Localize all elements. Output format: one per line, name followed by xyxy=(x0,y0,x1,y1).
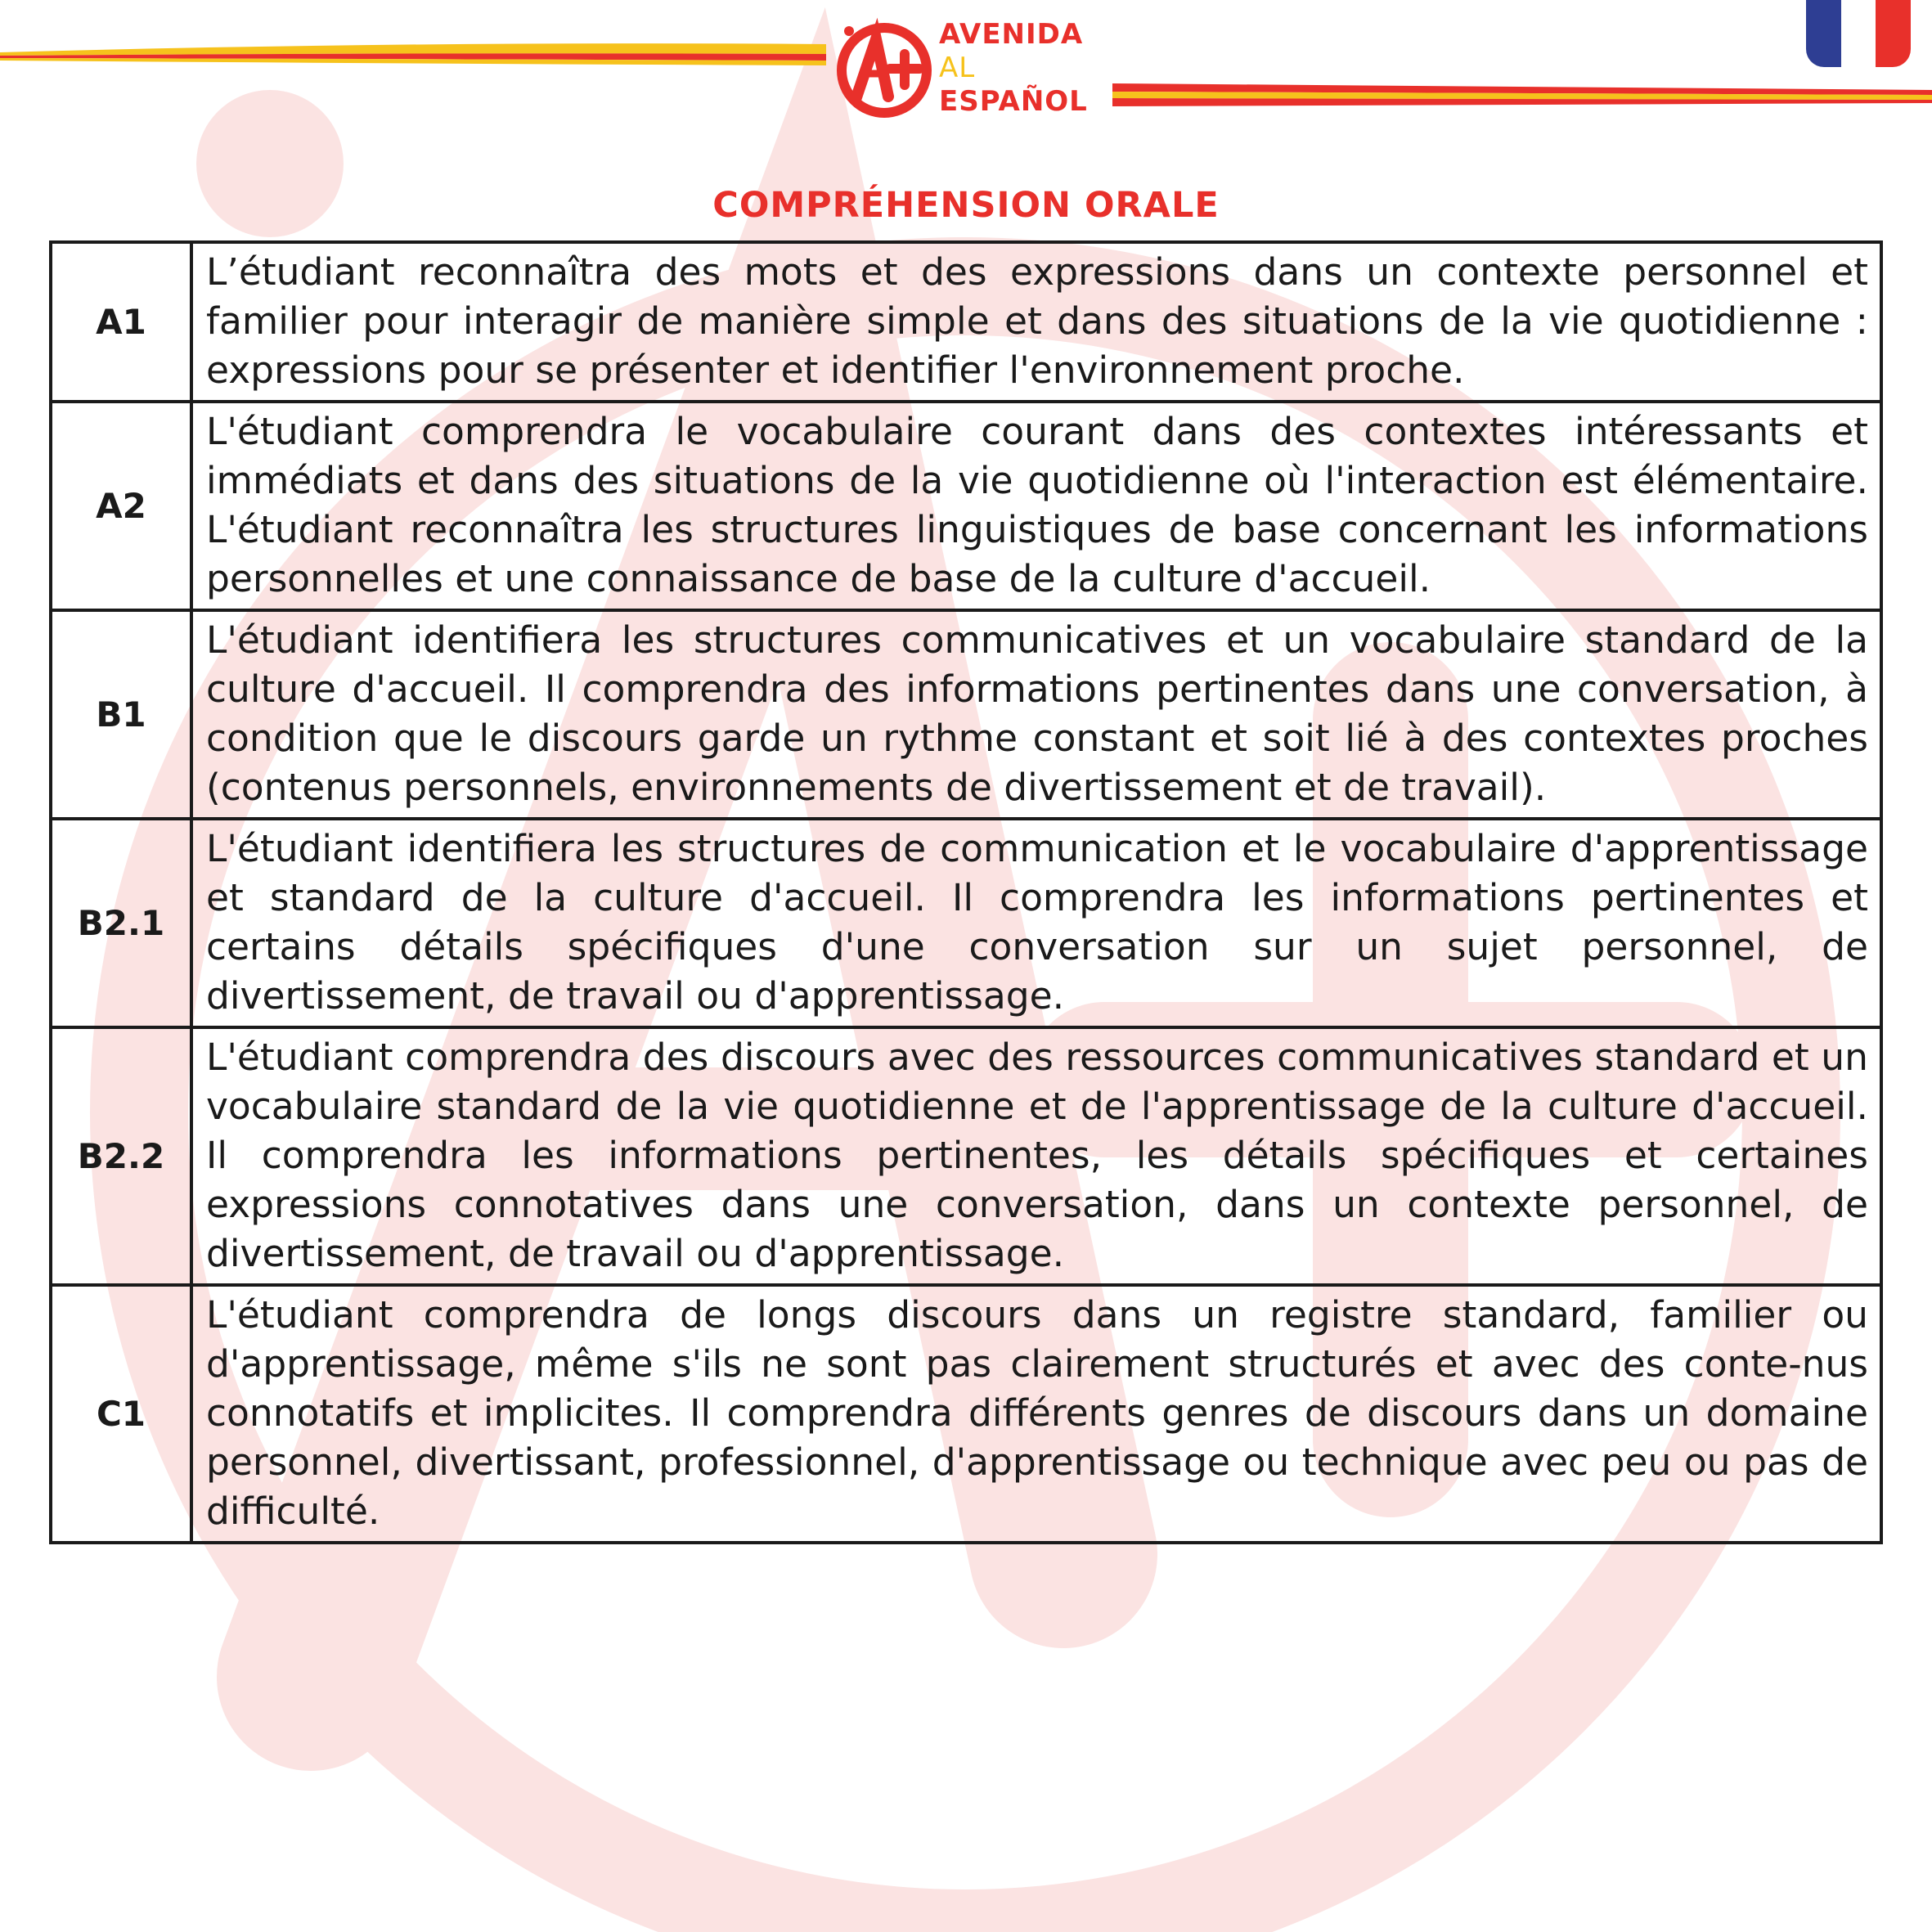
level-description: L'étudiant comprendra de longs discours dans un registre standard, familier ou d'apprentissage, même s'ils ne sont pas clairement structurés et avec des conte-nus connotatifs et implicites. Il comprendra différents genres de discours dans un domaine personnel, divertissant, professionnel, d'apprentissage ou technique avec peu ou pas de difficulté. xyxy=(191,1285,1881,1543)
table-row xyxy=(51,402,1881,610)
level-code: A2 xyxy=(51,402,191,610)
header xyxy=(0,0,1932,139)
french-flag-icon xyxy=(1806,0,1911,67)
table-row xyxy=(51,1027,1881,1285)
level-description: L'étudiant identifiera les structures communicatives et un vocabulaire standard de la culture d'accueil. Il comprendra des informations pertinentes dans une conversation, à condition que le discours garde un rythme constant et soit lié à des contextes proches (contenus personnels, environnements de divertissement et de travail). xyxy=(191,610,1881,819)
brush-stripe-right xyxy=(1112,79,1932,111)
table-row xyxy=(51,1285,1881,1543)
brand-line-3: ESPAÑOL xyxy=(939,85,1088,118)
level-code: B1 xyxy=(51,610,191,819)
level-code: A1 xyxy=(51,242,191,402)
page-title: COMPRÉHENSION ORALE xyxy=(712,185,1220,226)
level-code: C1 xyxy=(51,1285,191,1543)
table-row xyxy=(51,610,1881,819)
avenida-logo-icon xyxy=(831,15,937,121)
table-row xyxy=(51,242,1881,402)
brand-line-2: AL xyxy=(939,52,976,84)
level-description: L'étudiant comprendra le vocabulaire courant dans des contextes intéressants et immédiats et dans des situations de la vie quotidienne où l'interaction est élémentaire. L'étudiant reconnaîtra les structures linguistiques de base concernant les informations personnelles et une connaissance de base de la culture d'accueil. xyxy=(191,402,1881,610)
brand-name xyxy=(939,18,1088,119)
level-description: L’étudiant reconnaîtra des mots et des expressions dans un contexte personnel et familier pour interagir de manière simple et dans des situations de la vie quotidienne : expressions pour se présenter et identifier l'environnement proche. xyxy=(191,242,1881,402)
levels-table xyxy=(49,240,1883,1544)
brush-stripe-left xyxy=(0,36,826,72)
level-code: B2.1 xyxy=(51,819,191,1027)
table-row xyxy=(51,819,1881,1027)
brand-line-1: AVENIDA xyxy=(939,18,1084,51)
level-description: L'étudiant comprendra des discours avec des ressources communicatives standard et un vocabulaire standard de la vie quotidienne et de l'apprentissage de la culture d'accueil. Il comprendra les informations pertinentes, les détails spécifiques et certaines expressions connotatives dans une conversation, dans un contexte personnel, de divertissement, de travail ou d'apprentissage. xyxy=(191,1027,1881,1285)
level-description: L'étudiant identifiera les structures de communication et le vocabulaire d'apprentissage et standard de la culture d'accueil. Il comprendra les informations pertinentes et certains détails spécifiques d'une conversation sur un sujet personnel, de divertissement, de travail ou d'apprentissage. xyxy=(191,819,1881,1027)
level-code: B2.2 xyxy=(51,1027,191,1285)
